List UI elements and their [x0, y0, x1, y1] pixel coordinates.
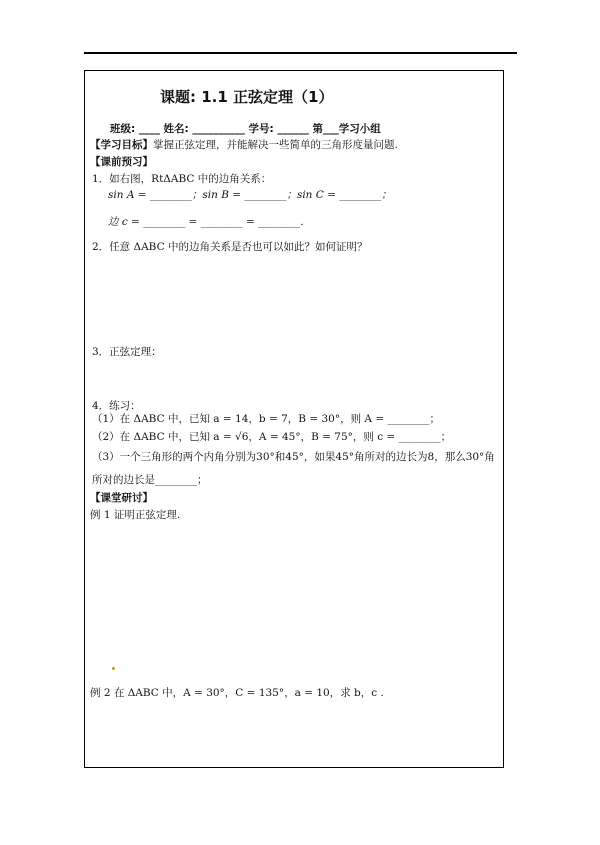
learning-goal: [90, 138, 398, 152]
goal-label: 【学习目标】: [90, 139, 153, 151]
example-2: 例 2 在 ΔABC 中，A = 30°，C = 135°，a = 10，求 b，c .: [90, 687, 384, 699]
exercise-3-line-2: 所对的边长是________；: [92, 474, 208, 486]
class-discussion-header: 【课堂研讨】: [90, 492, 153, 504]
top-rule: [84, 52, 517, 54]
question-1: 1．如右图，RtΔABC 中的边角关系：: [92, 173, 272, 185]
question-3: 3．正弦定理：: [92, 346, 162, 358]
question-1-sin-ratios: sin A = ________；sin B = ________；sin C = ________；: [108, 189, 392, 201]
student-info-line: 班级: ____ 姓名: __________ 学号: ______ 第___学习小组: [110, 123, 381, 135]
exercise-3-line-1: （3）一个三角形的两个内角分别为30°和45°，如果45°角所对的边长为8，那么30°角: [92, 451, 495, 463]
exercise-1: （1）在 ΔABC 中，已知 a = 14，b = 7，B = 30°，则 A = ________；: [92, 413, 440, 425]
exercise-2: （2）在 ΔABC 中，已知 a = √6，A = 45°，B = 75°，则 c = ________；: [92, 431, 452, 443]
question-2: 2．任意 ΔABC 中的边角关系是否也可以如此？如何证明？: [92, 241, 368, 253]
stray-mark: [112, 667, 115, 670]
question-4: 4．练习：: [92, 400, 141, 412]
page-title: 课题: 1.1 正弦定理（1）: [160, 88, 334, 106]
goal-text: 掌握正弦定理，并能解决一些简单的三角形度量问题.: [153, 139, 398, 151]
question-1-side-c: 边 c = ________ = ________ = ________．: [108, 216, 311, 228]
example-1: 例 1 证明正弦定理.: [90, 509, 181, 521]
preview-section-header: 【课前预习】: [90, 156, 153, 168]
